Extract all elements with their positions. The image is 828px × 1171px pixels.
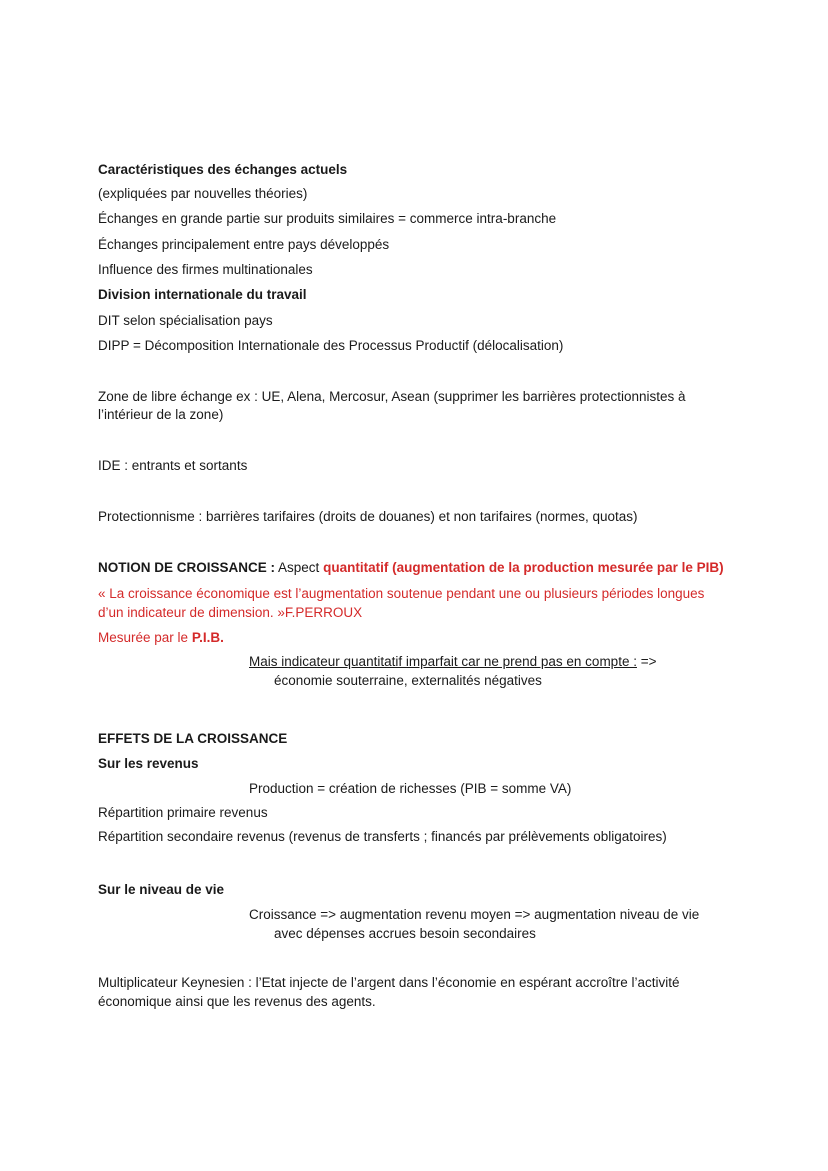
subsection-title-revenus: Sur les revenus (98, 756, 199, 771)
text-line: DIT selon spécialisation pays (98, 313, 273, 328)
text-line: Échanges en grande partie sur produits similaires = commerce intra-branche (98, 211, 557, 226)
text-line: Influence des firmes multinationales (98, 262, 313, 277)
text-line: Zone de libre échange ex : UE, Alena, Mercosur, Asean (supprimer les barrières protectionnistes à (98, 389, 686, 404)
notion-highlight: quantitatif (augmentation de la production mesurée par le PIB) (323, 560, 724, 575)
text-line: avec dépenses accrues besoin secondaires (274, 926, 536, 941)
arrow-text: => (640, 654, 657, 669)
text-line: Production = création de richesses (PIB = somme VA) (249, 781, 572, 796)
text-line: Échanges principalement entre pays développés (98, 237, 390, 252)
text-line: Multiplicateur Keynesien : l’Etat injecte de l’argent dans l’économie en espérant accroître l’activité (98, 975, 680, 990)
text-line: Répartition primaire revenus (98, 805, 268, 820)
mais-line (249, 652, 657, 671)
quote-line: d’un indicateur de dimension. »F.PERROUX (98, 605, 363, 620)
text-line: DIPP = Décomposition Internationale des Processus Productif (délocalisation) (98, 338, 564, 353)
quote-line: « La croissance économique est l’augmentation soutenue pendant une ou plusieurs périodes longues (98, 586, 705, 601)
notion-aspect: Aspect (278, 560, 320, 575)
mesure-pib: P.I.B. (191, 630, 224, 645)
text-line: Croissance => augmentation revenu moyen => augmentation niveau de vie (249, 907, 700, 922)
text-line: IDE : entrants et sortants (98, 458, 248, 473)
text-line: (expliquées par nouvelles théories) (98, 186, 308, 201)
mesure-text: Mesurée par le (98, 630, 189, 645)
notion-croissance-line (98, 558, 724, 577)
section-title-effets: EFFETS DE LA CROISSANCE (98, 731, 288, 746)
subsection-title-niveau-vie: Sur le niveau de vie (98, 882, 225, 897)
text-line: économie souterraine, externalités négatives (274, 673, 542, 688)
text-line: Protectionnisme : barrières tarifaires (droits de douanes) et non tarifaires (normes, quotas) (98, 509, 638, 524)
notion-label: NOTION DE CROISSANCE : (98, 560, 276, 575)
mais-underlined: Mais indicateur quantitatif imparfait car ne prend pas en compte : (249, 654, 637, 669)
text-line: l’intérieur de la zone) (98, 407, 224, 422)
mesure-line (98, 628, 224, 647)
text-line: Répartition secondaire revenus (revenus de transferts ; financés par prélèvements obligatoires) (98, 829, 667, 844)
section-title-echanges: Caractéristiques des échanges actuels (98, 162, 348, 177)
text-line: économique ainsi que les revenus des agents. (98, 994, 376, 1009)
section-title-division: Division internationale du travail (98, 287, 307, 302)
